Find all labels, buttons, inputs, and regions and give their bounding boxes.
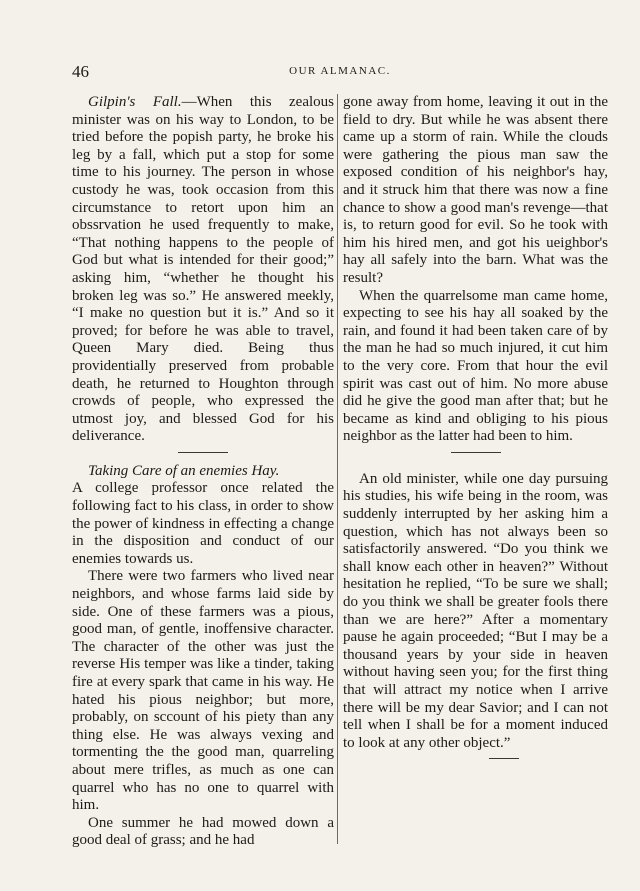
hay-title-paragraph (72, 463, 334, 481)
gilpin-title: Gilpin's Fall. (88, 94, 182, 110)
left-column (72, 94, 334, 850)
hay-paragraph-1: There were two farmers who lived near neighbors, and whose farms laid side by side. One of these farmers was a pious, good man, of gentle, inoffensive character. The character of the other was just the reverse His temper was like a tinder, taking fire at every spark that came in his way. He hated his pious neighbor; but more, probably, on sccount of his piety than any thing else. He was always vexing and tormenting the the good man, quarreling about mere trifles, as much as one can quarrel who has no one to quarrel with him. (72, 568, 334, 814)
gilpin-paragraph (72, 94, 334, 446)
section-separator (178, 452, 228, 453)
hay-title: Taking Care of an enemies Hay. (88, 462, 280, 479)
minister-paragraph: An old minister, while one day pursuing his studies, his wife being in the room, was suddenly interrupted by her asking him a question, which has not always been so satisfactorily answered. “Do you think we shall know each other in heaven?” Without hesitation he replied, “To be sure we shall; do you think we shall be greater fools there than we are here?” After a momentary pause he again proceeded; “But I may be a thousand years by your side in heaven without having seen you; for the first thing that will attract my notice when I arrive there will be my dear Savior; and I can not tell when I shall be for a moment induced to look at any other object.” (343, 470, 608, 751)
page-number: 46 (72, 62, 89, 81)
end-separator (489, 758, 519, 759)
right-column (343, 94, 608, 759)
page-header (72, 62, 608, 82)
section-separator (451, 452, 501, 453)
gilpin-text: —When this zealous minister was on his way to London, to be tried before the popish party, he broke his leg by a fall, which put a stop for some time to his journey. The person in whose custody he was, took occasion from this circumstance to retort upon him an obssrvation he used frequently to make, “That nothing happens to the people of God but what is intended for their good;” asking him, “whether he thought his broken leg was so.” He answered meekly, “I make no question but it is.” And so it proved; for before he was able to travel, Queen Mary died. Being thus providentially preserved from probable death, he returned to Houghton through crowds of people, who expressed the utmost joy, and blessed God for his deliverance. (72, 94, 334, 445)
hay-paragraph-3: When the quarrelsome man came home, expecting to see his hay all soaked by the rain, and found it had been taken care of by the man he had so much injured, it cut him to the very core. From that hour the evil spirit was cast out of him. No more abuse did he give the good man after that; but he became as kind and obliging to his pious neighbor as the latter had been to him. (343, 287, 608, 445)
hay-paragraph-2-start: One summer he had mowed down a good deal of grass; and he had (72, 814, 334, 849)
hay-intro: A college professor once related the following fact to his class, in order to show the power of kindness in effecting a change in the disposition and conduct of our enemies towards us. (72, 480, 334, 567)
column-divider (337, 94, 338, 844)
hay-paragraph-2-cont: gone away from home, leaving it out in the field to dry. But while he was absent there came up a storm of rain. While the clouds were gathering the pious man saw the exposed condition of his neighbor's hay, and it struck him that there was now a fine chance to show a good man's revenge—that is, to return good for evil. So he took with him his hired men, and got his ueighbor's hay all safely into the barn. What was the result? (343, 94, 608, 286)
running-title: OUR ALMANAC. (289, 65, 391, 77)
